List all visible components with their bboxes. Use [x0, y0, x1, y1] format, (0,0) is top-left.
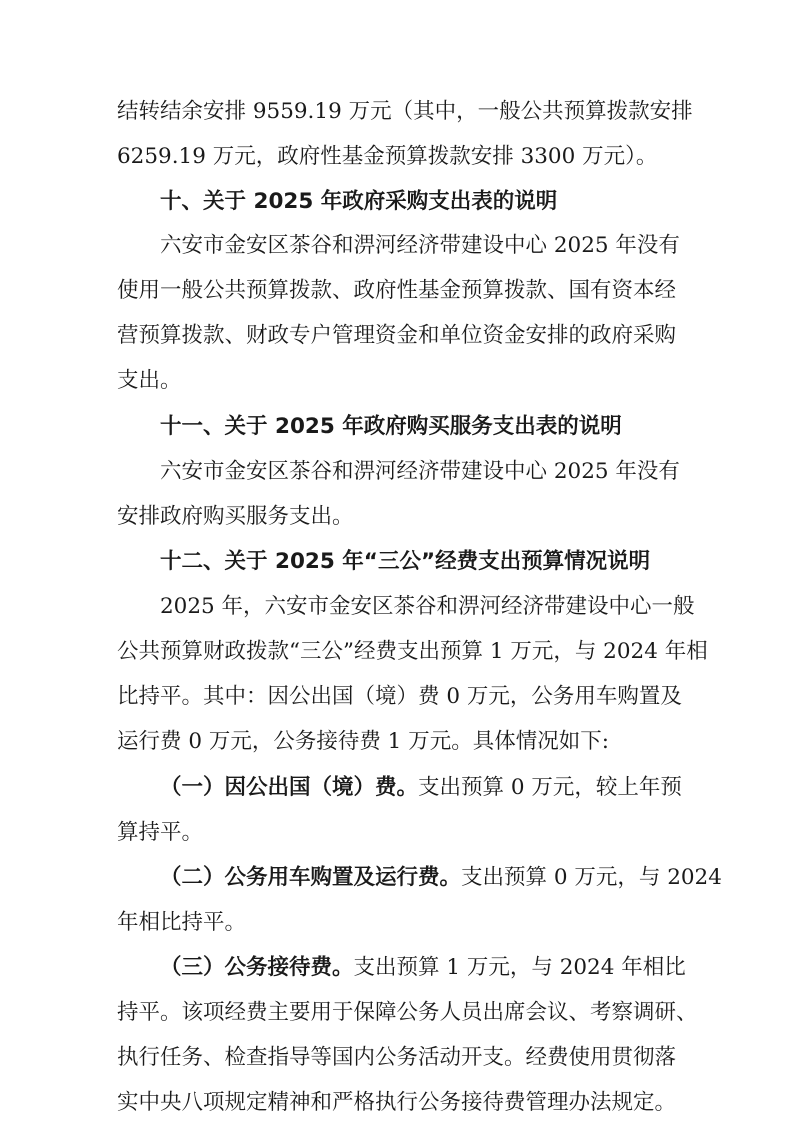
subsection-3-text: 支出预算 1 万元，与 2024 年相比 [353, 955, 686, 980]
paragraph-line: 算持平。 [117, 820, 204, 845]
subsection-2-title: （二）公务用车购置及运行费。 [160, 865, 462, 890]
paragraph-line: 支出。 [117, 368, 182, 393]
paragraph-line: 执行任务、检查指导等国内公务活动开支。经费使用贯彻落 [117, 1045, 677, 1070]
paragraph-line: 公共预算财政拨款“三公”经费支出预算 1 万元，与 2024 年相 [117, 639, 708, 664]
subsection-3-line [0, 948, 686, 988]
subsection-3-title: （三）公务接待费。 [160, 955, 354, 980]
paragraph-line: 六安市金安区茶谷和淠河经济带建设中心 2025 年没有 [160, 459, 680, 484]
paragraph-line: 安排政府购买服务支出。 [117, 504, 354, 529]
paragraph-line: 比持平。其中：因公出国（境）费 0 万元，公务用车购置及 [117, 684, 682, 709]
section-heading-11: 十一、关于 2025 年政府购买服务支出表的说明 [160, 414, 622, 439]
paragraph-line: 6259.19 万元，政府性基金预算拨款安排 3300 万元）。 [117, 144, 658, 169]
subsection-2-line [0, 858, 722, 898]
paragraph-line: 使用一般公共预算拨款、政府性基金预算拨款、国有资本经 [117, 278, 677, 303]
paragraph-line: 运行费 0 万元，公务接待费 1 万元。具体情况如下: [117, 729, 609, 754]
paragraph-line: 六安市金安区茶谷和淠河经济带建设中心 2025 年没有 [160, 233, 680, 258]
paragraph-line: 营预算拨款、财政专户管理资金和单位资金安排的政府采购 [117, 323, 677, 348]
paragraph-line: 2025 年，六安市金安区茶谷和淠河经济带建设中心一般 [160, 594, 695, 619]
paragraph-line: 实中央八项规定精神和严格执行公务接待费管理办法规定。 [117, 1090, 677, 1115]
paragraph-line: 年相比持平。 [117, 910, 247, 935]
section-heading-10: 十、关于 2025 年政府采购支出表的说明 [160, 189, 558, 214]
subsection-1-line [0, 768, 682, 808]
section-heading-12: 十二、关于 2025 年“三公”经费支出预算情况说明 [160, 549, 651, 574]
subsection-1-title: （一）因公出国（境）费。 [160, 775, 419, 800]
paragraph-line: 结转结余安排 9559.19 万元（其中，一般公共预算拨款安排 [117, 99, 693, 124]
paragraph-line: 持平。该项经费主要用于保障公务人员出席会议、考察调研、 [117, 1000, 698, 1025]
subsection-1-text: 支出预算 0 万元，较上年预 [418, 775, 682, 800]
subsection-2-text: 支出预算 0 万元，与 2024 [461, 865, 722, 890]
